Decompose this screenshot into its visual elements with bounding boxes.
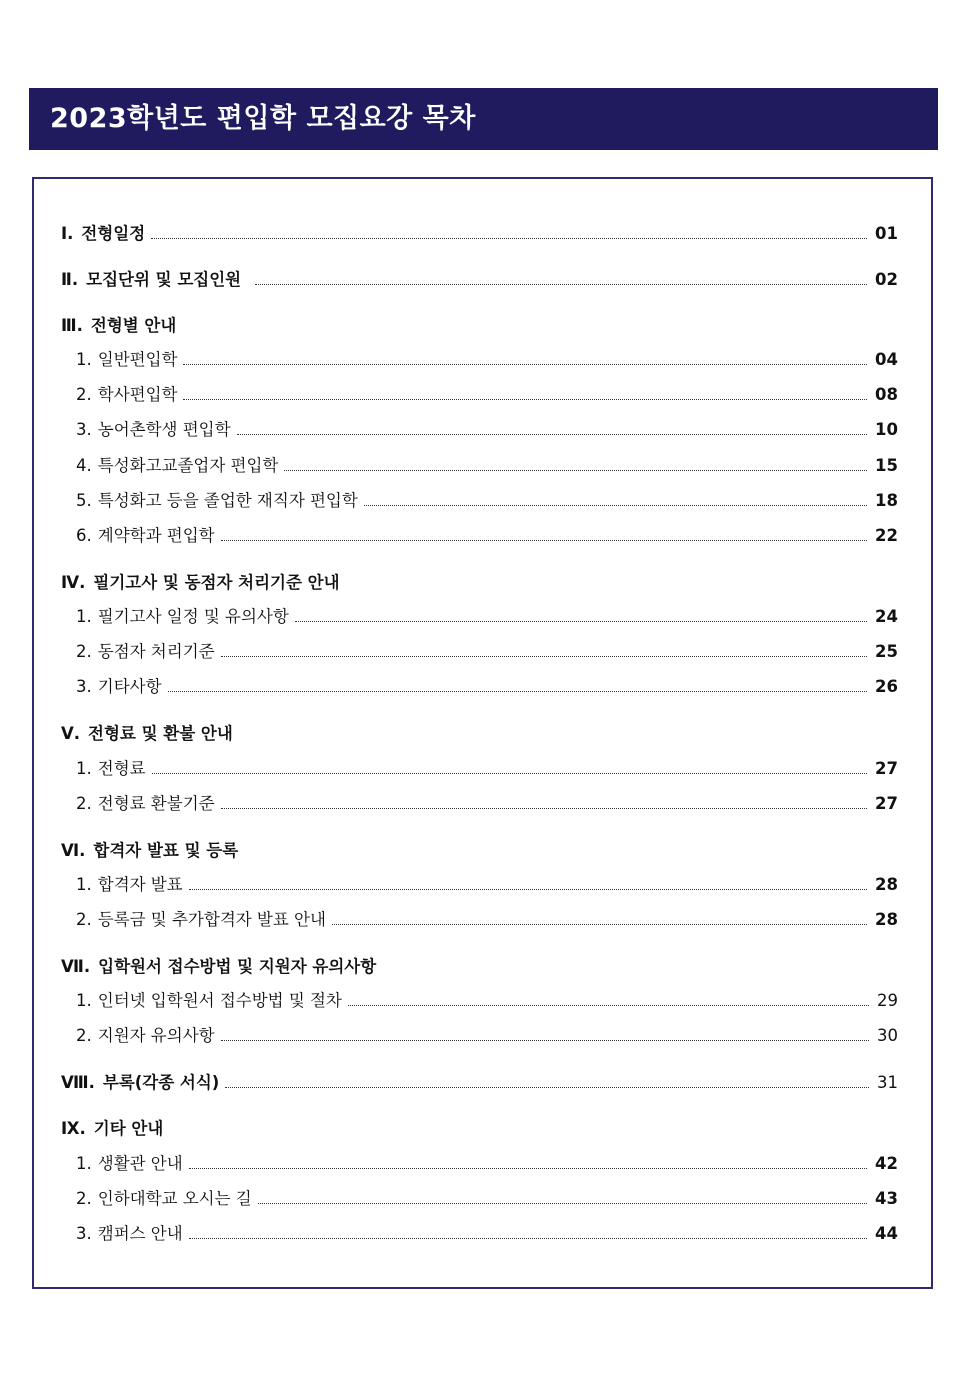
toc-page-number: 10 (875, 420, 898, 439)
toc-leader (364, 505, 867, 506)
toc-item[interactable] (76, 453, 898, 479)
toc-item-number: 1. (76, 350, 92, 369)
toc-section-3 (61, 313, 898, 339)
toc-item[interactable] (76, 988, 898, 1014)
toc-item-label: 필기고사 일정 및 유의사항 (97, 607, 289, 626)
toc-item[interactable] (76, 417, 898, 443)
toc-section-label: 기타 안내 (93, 1119, 164, 1138)
toc-section-9 (61, 1116, 898, 1142)
toc-item-number: 1. (76, 759, 92, 778)
toc-section-1[interactable] (61, 221, 898, 247)
toc-item[interactable] (76, 872, 898, 898)
toc-item-number: 2. (76, 794, 92, 813)
toc-section-2[interactable] (61, 267, 898, 293)
toc-page-number: 08 (875, 385, 898, 404)
toc-item-label: 계약학과 편입학 (97, 526, 215, 545)
toc-item-label: 농어촌학생 편입학 (97, 420, 231, 439)
toc-item[interactable] (76, 347, 898, 373)
toc-section-number: Ⅴ. (61, 724, 81, 743)
toc-section-number: Ⅷ. (61, 1073, 95, 1092)
toc-page-number: 30 (877, 1026, 898, 1045)
toc-page-number: 29 (877, 991, 898, 1010)
toc-leader (221, 1040, 869, 1041)
toc-item-label: 특성화고교졸업자 편입학 (97, 456, 279, 475)
toc-leader (258, 1203, 867, 1204)
toc-item-number: 2. (76, 1189, 92, 1208)
toc-section-number: Ⅲ. (61, 316, 83, 335)
toc-item-number: 1. (76, 607, 92, 626)
toc-leader (348, 1005, 869, 1006)
toc-item-number: 2. (76, 385, 92, 404)
toc-item[interactable] (76, 756, 898, 782)
toc-section-label: 합격자 발표 및 등록 (93, 841, 239, 860)
toc-leader (295, 621, 867, 622)
toc-section-label: 전형료 및 환불 안내 (88, 724, 233, 743)
toc-item-number: 3. (76, 677, 92, 696)
toc-item-number: 3. (76, 420, 92, 439)
toc-section-number: Ⅰ. (61, 224, 74, 243)
toc-page-number: 15 (875, 456, 898, 475)
toc-leader (189, 1238, 867, 1239)
toc-section-label: 전형일정 (81, 224, 146, 243)
toc-leader (189, 1168, 867, 1169)
toc-item-number: 2. (76, 642, 92, 661)
toc-item-number: 1. (76, 875, 92, 894)
toc-leader (332, 924, 867, 925)
toc-item[interactable] (76, 791, 898, 817)
toc-item-number: 4. (76, 456, 92, 475)
toc-section-label: 필기고사 및 동점자 처리기준 안내 (93, 573, 340, 592)
toc-section-label: 전형별 안내 (90, 316, 177, 335)
toc-page-number: 24 (875, 607, 898, 626)
toc-leader (152, 773, 867, 774)
toc-item[interactable] (76, 639, 898, 665)
toc-leader (189, 889, 867, 890)
toc-leader (221, 540, 867, 541)
toc-item-label: 등록금 및 추가합격자 발표 안내 (97, 910, 326, 929)
toc-item-label: 지원자 유의사항 (97, 1026, 215, 1045)
toc-item-number: 1. (76, 1154, 92, 1173)
toc-item-label: 인터넷 입학원서 접수방법 및 절차 (97, 991, 342, 1010)
toc-page-number: 22 (875, 526, 898, 545)
toc-leader (225, 1087, 869, 1088)
toc-section-6 (61, 838, 898, 864)
toc-item[interactable] (76, 1151, 898, 1177)
toc-item-label: 동점자 처리기준 (97, 642, 215, 661)
toc-item-label: 전형료 환불기준 (97, 794, 215, 813)
toc-leader (284, 470, 867, 471)
toc-leader (221, 656, 867, 657)
toc-leader (255, 284, 867, 285)
toc-section-label: 부록(각종 서식) (102, 1073, 220, 1092)
toc-item-label: 캠퍼스 안내 (97, 1224, 183, 1243)
toc-page-number: 01 (875, 224, 898, 243)
toc-item[interactable] (76, 1221, 898, 1247)
toc-section-label: 모집단위 및 모집인원 (86, 270, 242, 289)
toc-item-label: 전형료 (97, 759, 146, 778)
toc-item-label: 인하대학교 오시는 길 (97, 1189, 252, 1208)
toc-item[interactable] (76, 523, 898, 549)
toc-section-number: Ⅳ. (61, 573, 86, 592)
toc-item[interactable] (76, 674, 898, 700)
toc-page-number: 18 (875, 491, 898, 510)
page-title: 2023학년도 편입학 모집요강 목차 (50, 103, 476, 134)
toc-section-7 (61, 954, 898, 980)
toc-section-label: 입학원서 접수방법 및 지원자 유의사항 (98, 957, 377, 976)
toc-leader (183, 399, 867, 400)
toc-section-number: Ⅸ. (61, 1119, 86, 1138)
toc-section-8[interactable] (61, 1070, 898, 1096)
toc-page-number: 25 (875, 642, 898, 661)
toc-section-5 (61, 721, 898, 747)
toc-item-number: 3. (76, 1224, 92, 1243)
toc-page-number: 04 (875, 350, 898, 369)
toc-item[interactable] (76, 1186, 898, 1212)
toc-item[interactable] (76, 488, 898, 514)
toc-page-number: 28 (875, 875, 898, 894)
toc-item-label: 합격자 발표 (97, 875, 183, 894)
toc-page-number: 02 (875, 270, 898, 289)
toc-leader (221, 808, 867, 809)
title-bar (29, 88, 938, 150)
toc-page-number: 31 (877, 1073, 898, 1092)
toc-page-number: 28 (875, 910, 898, 929)
toc-section-number: Ⅶ. (61, 957, 91, 976)
toc-item-label: 학사편입학 (97, 385, 178, 404)
toc-leader (183, 364, 867, 365)
toc-item[interactable] (76, 907, 898, 933)
toc-leader (237, 434, 868, 435)
toc-item-number: 2. (76, 910, 92, 929)
toc-item[interactable] (76, 382, 898, 408)
toc-section-number: Ⅵ. (61, 841, 86, 860)
toc-section-4 (61, 570, 898, 596)
toc-page-number: 43 (875, 1189, 898, 1208)
toc-item-label: 생활관 안내 (97, 1154, 183, 1173)
toc-item-number: 6. (76, 526, 92, 545)
toc-item[interactable] (76, 604, 898, 630)
toc-item-number: 1. (76, 991, 92, 1010)
toc-page-number: 27 (875, 794, 898, 813)
toc-page-number: 26 (875, 677, 898, 696)
toc-item[interactable] (76, 1023, 898, 1049)
toc-page-number: 27 (875, 759, 898, 778)
toc-page-number: 44 (875, 1224, 898, 1243)
toc-section-number: Ⅱ. (61, 270, 79, 289)
toc-leader (151, 238, 867, 239)
toc-item-label: 기타사항 (97, 677, 162, 696)
toc-leader (168, 691, 868, 692)
toc-item-label: 특성화고 등을 졸업한 재직자 편입학 (97, 491, 358, 510)
toc-page-number: 42 (875, 1154, 898, 1173)
toc-item-number: 5. (76, 491, 92, 510)
toc-item-label: 일반편입학 (97, 350, 178, 369)
toc-item-number: 2. (76, 1026, 92, 1045)
